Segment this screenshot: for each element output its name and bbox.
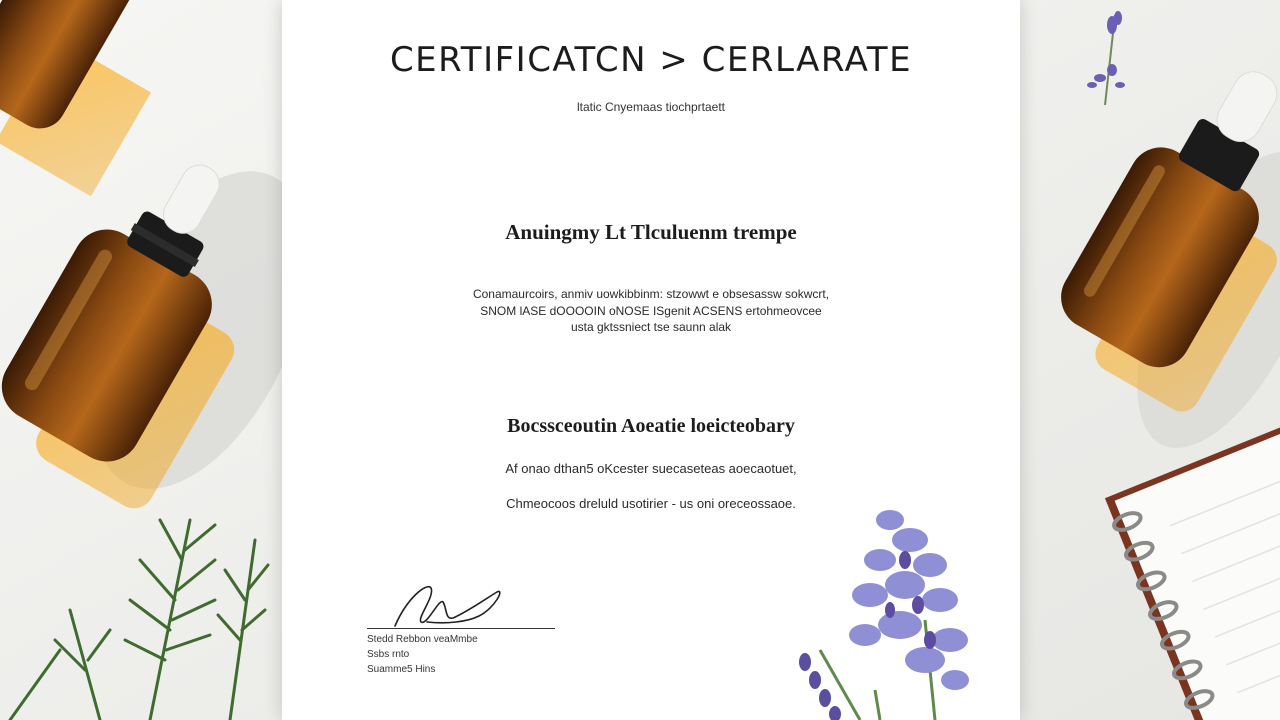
signatory-name: Stedd Rebbon veaMmbe [367,634,478,645]
handwritten-signature [387,578,517,630]
signatory-title: Suamme5 Hins [367,664,436,675]
certificate-body-line: SNOM lASE dOOOOIN oNOSE ISgenit ACSENS ertohmeovcee [480,304,822,318]
certificate-heading: Anuingmy Lt Tlculuenm trempe [505,220,797,244]
certificate-title: CERTIFICATCN > CERLARATE [389,40,913,80]
certificate-detail-line: Af onao dthan5 oKcester suecaseteas aoecaotuet, [505,461,797,476]
signatory-title: Ssbs rnto [367,649,410,660]
certificate-paper [282,0,1020,720]
certificate-subheading: Bocssceoutin Aoeatie loeicteobary [507,415,795,437]
signature-line [367,628,555,629]
certificate-detail-line: Chmeocoos dreluld usotirier - us oni oreceossaoe. [506,496,796,511]
certificate-body-line: usta gktssniect tse saunn alak [570,320,732,334]
certificate-body-line: Conamaurcoirs, anmiv uowkibbinm: stzowwt e obsesassw sokwcrt, [472,287,830,301]
certificate-subtitle: ltatic Cnyemaas tiochprtaett [576,100,726,114]
